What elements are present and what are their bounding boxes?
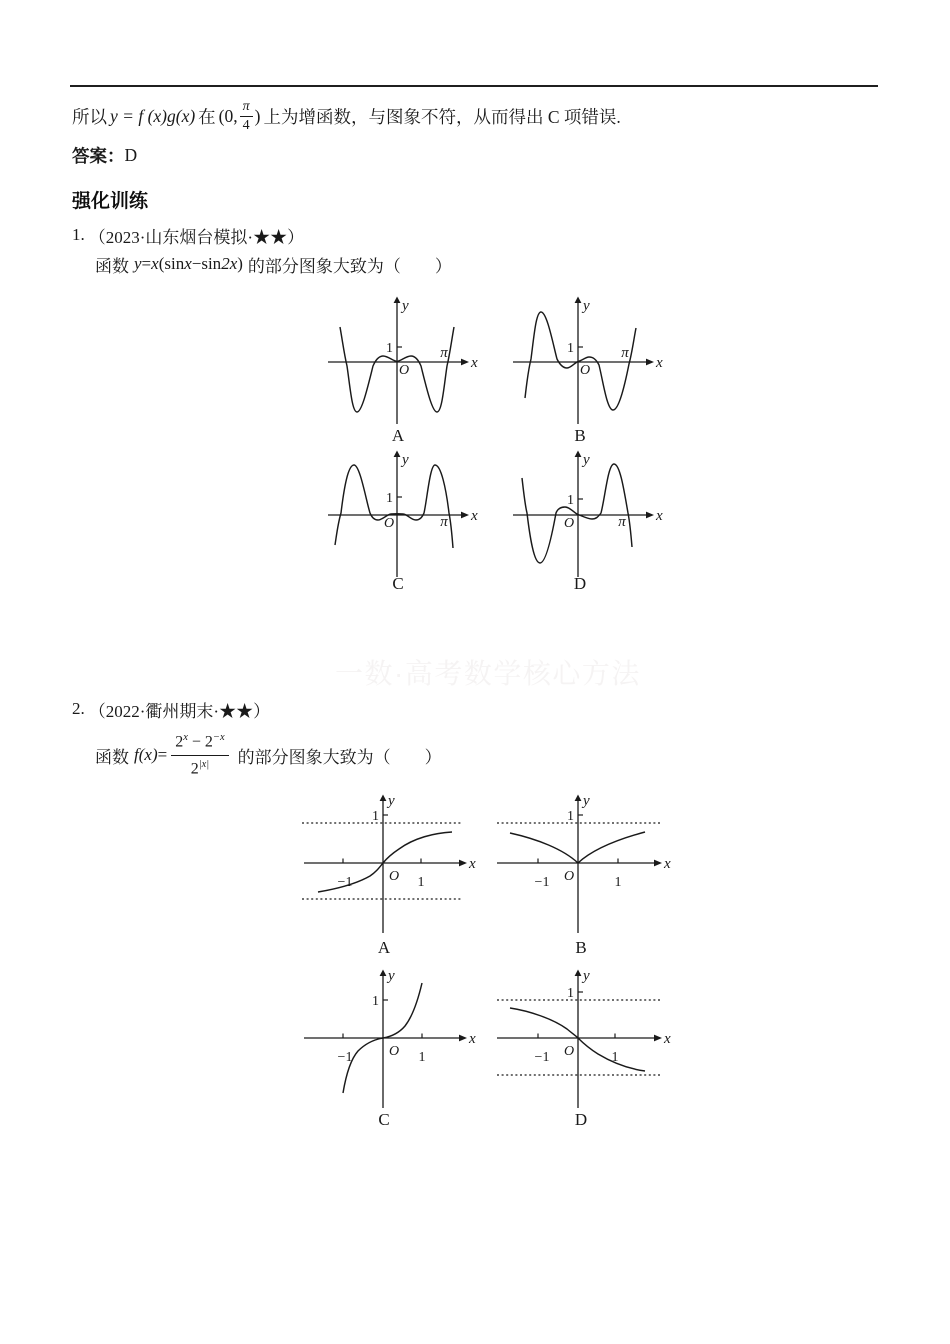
- p2-fraction: [171, 733, 228, 777]
- curve-p1-c: [335, 465, 453, 548]
- option-label-p2-b: B: [575, 938, 587, 957]
- num-base2: 2: [204, 733, 213, 751]
- p2-formula-name: f: [134, 745, 139, 764]
- problem1-stem-prefix: 函数: [95, 256, 129, 276]
- origin-label: O: [388, 869, 400, 884]
- den-exp: |x|: [198, 758, 210, 770]
- y-axis-label: y: [402, 452, 409, 468]
- origin-label: O: [563, 516, 575, 531]
- problem1-stem: [95, 252, 452, 276]
- solution-suffix: 上为增函数，与图象不符，从而得出 C 项错误.: [263, 106, 621, 127]
- p1-formula-lhs: y: [134, 254, 142, 273]
- x-tick-neg1-label: −1: [534, 875, 550, 890]
- graph-p2-option-a: [298, 792, 478, 944]
- problem2-stem-prefix: 函数: [95, 747, 129, 767]
- pi-label: π: [440, 345, 448, 361]
- x-axis-arrow-icon: [459, 1035, 467, 1042]
- curve-p1-b: [525, 312, 636, 410]
- p2-fraction-numerator: [171, 733, 228, 755]
- origin-label: O: [563, 869, 575, 884]
- option-label-p1-b: B: [574, 426, 586, 445]
- p2-formula-eq: =: [157, 745, 168, 764]
- p1-formula-arg2: 2x: [221, 254, 238, 273]
- y-axis-label: y: [388, 968, 395, 984]
- y-tick-label: 1: [386, 491, 393, 506]
- y-axis-label: y: [402, 298, 409, 314]
- graph-p1-option-b: [510, 296, 670, 431]
- solution-line: [72, 92, 621, 140]
- origin-label: O: [388, 1044, 400, 1059]
- problem1-header: [72, 224, 304, 246]
- option-label-p2-a: A: [377, 938, 391, 957]
- y-axis-label: y: [583, 968, 590, 984]
- graph-p2-option-b: [493, 792, 673, 944]
- y-axis-arrow-icon: [575, 451, 582, 458]
- x-axis-label: x: [664, 856, 671, 872]
- y-tick-label: 1: [567, 341, 574, 356]
- y-axis-arrow-icon: [380, 970, 387, 977]
- watermark: 一数·高考数学核心方法: [335, 658, 641, 689]
- x-axis-label: x: [656, 355, 663, 371]
- x-tick-1-label: 1: [614, 875, 622, 890]
- origin-label: O: [383, 516, 395, 531]
- origin-label: O: [563, 1044, 575, 1059]
- x-axis-label: x: [471, 355, 478, 371]
- problem2-stem-suffix: 的部分图象大致为（ ）: [237, 747, 442, 767]
- problem1-stem-suffix: 的部分图象大致为（ ）: [247, 256, 452, 276]
- y-axis-label: y: [388, 793, 395, 809]
- p1-formula-open: (: [158, 254, 165, 273]
- problem2-source: （2022·衢州期末·★★）: [88, 701, 271, 721]
- graph-p2-option-d: [493, 967, 673, 1119]
- problem2-stem: [95, 724, 442, 786]
- top-divider: [70, 85, 878, 87]
- y-tick-label: 1: [372, 809, 379, 824]
- problem1-source: （2023·山东烟台模拟·★★）: [88, 227, 305, 247]
- x-axis-arrow-icon: [459, 860, 467, 867]
- x-axis-arrow-icon: [461, 512, 469, 519]
- y-axis-label: y: [583, 298, 590, 314]
- option-label-p1-c: C: [392, 574, 404, 593]
- option-label-p1-a: A: [391, 426, 405, 445]
- x-tick-1-label: 1: [418, 1050, 426, 1065]
- num-base1: 2: [175, 733, 184, 751]
- y-axis-label: y: [583, 793, 590, 809]
- x-axis-arrow-icon: [461, 359, 469, 366]
- p1-formula-var: x: [151, 254, 159, 273]
- p1-formula-fn1: sin: [164, 254, 185, 273]
- p2-fraction-denominator: [191, 756, 209, 777]
- y-axis-arrow-icon: [575, 970, 582, 977]
- x-tick-neg1-label: −1: [534, 1050, 550, 1065]
- y-tick-label: 1: [372, 994, 379, 1009]
- x-axis-arrow-icon: [646, 359, 654, 366]
- answer-line: [72, 144, 137, 166]
- y-tick-label: 1: [567, 986, 574, 1001]
- graph-p2-option-c: [298, 967, 478, 1119]
- den-base: 2: [190, 759, 199, 777]
- x-axis-label: x: [469, 1031, 476, 1047]
- solution-mid: 在: [198, 106, 216, 127]
- graph-p1-option-a: [325, 296, 485, 431]
- num-exp2: −x: [212, 732, 225, 744]
- interval-close: ): [254, 105, 261, 126]
- section-title: 强化训练: [72, 191, 149, 212]
- p1-formula-eq: =: [141, 254, 152, 273]
- y-tick-label: 1: [567, 809, 574, 824]
- x-axis-arrow-icon: [654, 860, 662, 867]
- x-axis-label: x: [664, 1031, 671, 1047]
- x-axis-label: x: [471, 508, 478, 524]
- p2-formula-args: (x): [138, 745, 158, 764]
- y-axis-arrow-icon: [575, 795, 582, 802]
- graph-p1-option-c: [325, 450, 485, 585]
- x-tick-neg1-label: −1: [337, 1050, 353, 1065]
- option-label-p1-d: D: [573, 574, 587, 593]
- x-axis-arrow-icon: [654, 1035, 662, 1042]
- num-exp1: x: [183, 732, 188, 744]
- fraction-denominator: 4: [242, 117, 250, 133]
- x-tick-1-label: 1: [417, 875, 425, 890]
- x-tick-neg1-label: −1: [337, 875, 353, 890]
- p1-formula-fn2: sin: [201, 254, 222, 273]
- solution-math: y = f (x)g(x): [110, 105, 196, 126]
- graph-p1-option-d: [510, 450, 670, 585]
- y-axis-arrow-icon: [394, 451, 401, 458]
- problem1-number: 1.: [72, 225, 85, 244]
- x-axis-label: x: [469, 856, 476, 872]
- y-tick-label: 1: [386, 341, 393, 356]
- option-label-p2-c: C: [378, 1110, 390, 1129]
- origin-label: O: [579, 363, 591, 378]
- solution-prefix: 所以: [72, 106, 107, 127]
- x-axis-label: x: [656, 508, 663, 524]
- y-tick-label: 1: [567, 493, 574, 508]
- pi-label: π: [440, 514, 448, 530]
- p1-formula-minus: −: [191, 254, 202, 273]
- option-label-p2-d: D: [574, 1110, 588, 1129]
- p1-formula-arg1: x: [184, 254, 192, 273]
- fraction-numerator: π: [240, 100, 253, 117]
- interval-open: (0,: [218, 105, 238, 126]
- y-axis-arrow-icon: [394, 297, 401, 304]
- y-axis-arrow-icon: [380, 795, 387, 802]
- answer-label: 答案：: [72, 145, 125, 166]
- fraction-pi-4: [240, 100, 253, 133]
- y-axis-arrow-icon: [575, 297, 582, 304]
- curve-p1-d: [522, 464, 632, 563]
- num-minus: −: [187, 733, 205, 751]
- y-axis-label: y: [583, 452, 590, 468]
- problem2-number: 2.: [72, 699, 85, 718]
- pi-label: π: [618, 514, 626, 530]
- pi-label: π: [621, 345, 629, 361]
- x-axis-arrow-icon: [646, 512, 654, 519]
- origin-label: O: [398, 363, 410, 378]
- problem2-header: [72, 698, 270, 720]
- x-tick-1-label: 1: [611, 1050, 619, 1065]
- answer-value: D: [124, 144, 138, 165]
- p1-formula-close: ): [237, 254, 243, 273]
